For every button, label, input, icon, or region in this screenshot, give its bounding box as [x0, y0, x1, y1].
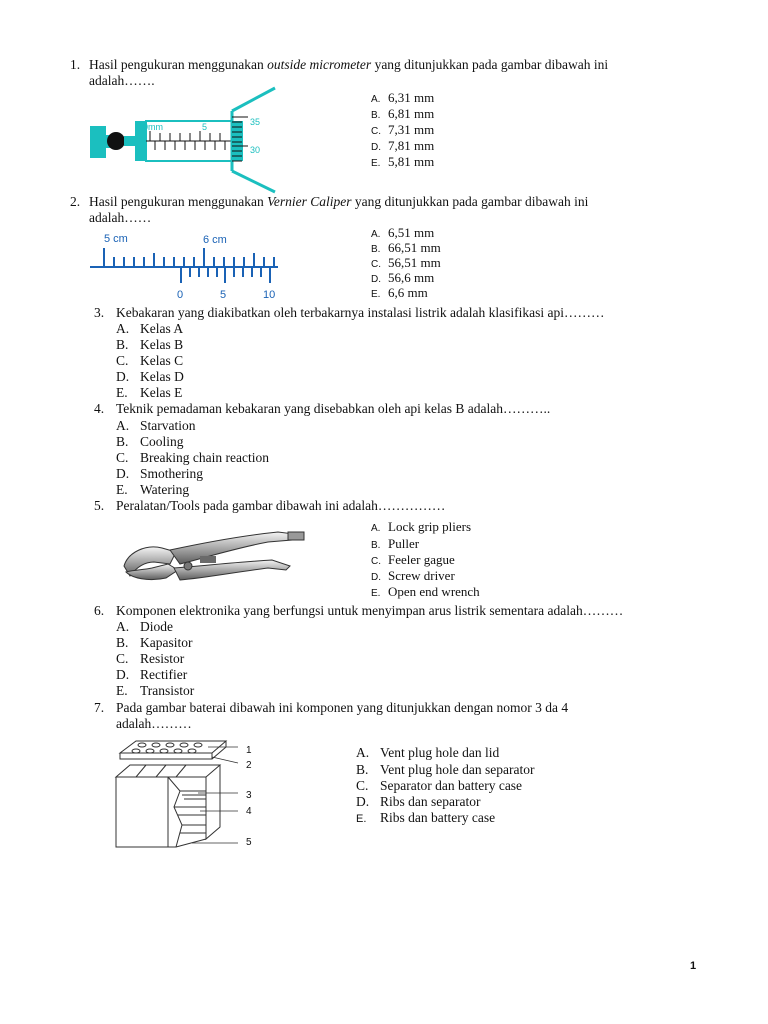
thimble-label-35: 35 — [250, 117, 261, 127]
option-d[interactable]: D. Screw driver — [371, 568, 455, 583]
option-e[interactable]: E. 6,6 mm — [371, 285, 428, 300]
option-e[interactable]: E. Watering — [116, 482, 190, 497]
option-c[interactable]: C. 7,31 mm — [371, 122, 435, 137]
option-e[interactable]: E. Transistor — [116, 683, 195, 698]
option-c[interactable]: C. Breaking chain reaction — [116, 450, 269, 465]
option-e[interactable]: E. Open end wrench — [371, 584, 480, 599]
option-e[interactable]: E. Kelas E — [116, 385, 183, 400]
page-number: 1 — [690, 960, 697, 972]
question-number: 1. — [70, 57, 81, 72]
question-number: 4. — [94, 401, 105, 416]
option-e[interactable]: E. 5,81 mm — [371, 154, 435, 169]
battery-figure — [108, 735, 268, 855]
battery-label-2: 2 — [246, 760, 252, 771]
option-c[interactable]: C. Feeler gague — [371, 552, 455, 567]
question-text-line2: adalah…… — [89, 210, 152, 225]
question-number: 6. — [94, 603, 105, 618]
option-b[interactable]: B. 6,81 mm — [371, 106, 435, 121]
option-c[interactable]: C. Kelas C — [116, 353, 184, 368]
sleeve-label-5: 5 — [202, 122, 208, 132]
option-d[interactable]: D. 56,6 mm — [371, 270, 435, 285]
question-text: Kebakaran yang diakibatkan oleh terbakarnya instalasi listrik adalah klasifikasi api……… — [116, 305, 605, 320]
option-a[interactable]: A. 6,51 mm — [371, 225, 435, 240]
question-text: Hasil pengukuran menggunakan Vernier Caliper yang ditunjukkan pada gambar dibawah ini — [89, 194, 589, 209]
main-scale-ticks — [104, 248, 274, 267]
battery-label-1: 1 — [246, 745, 252, 756]
option-a[interactable]: A. 6,31 mm — [371, 90, 435, 105]
option-a[interactable]: A. Diode — [116, 619, 173, 634]
option-b[interactable]: B. Puller — [371, 536, 420, 551]
question-number: 2. — [70, 194, 81, 209]
micrometer-figure — [90, 84, 290, 196]
option-d[interactable]: D. Smothering — [116, 466, 203, 481]
question-text: Peralatan/Tools pada gambar dibawah ini adalah…………… — [116, 498, 446, 513]
micrometer-anvil — [90, 126, 106, 158]
question-number: 5. — [94, 498, 105, 513]
question-text: Hasil pengukuran menggunakan outside micrometer yang ditunjukkan pada gambar dibawah ini — [89, 57, 609, 72]
question-number: 3. — [94, 305, 105, 320]
sleeve-label-0: 0mm — [143, 122, 163, 132]
thimble-label-30: 30 — [250, 145, 261, 155]
option-d[interactable]: D. Ribs dan separator — [356, 794, 481, 809]
micrometer-spindle — [107, 132, 125, 150]
vernier-label-10: 10 — [263, 289, 276, 301]
option-a[interactable]: A. Starvation — [116, 418, 196, 433]
lock-grip-pliers-image — [118, 522, 308, 594]
main-scale-label-5cm: 5 cm — [104, 233, 128, 245]
option-b[interactable]: B. Cooling — [116, 434, 184, 449]
battery-label-4: 4 — [246, 806, 252, 817]
vernier-scale-ticks — [181, 267, 270, 283]
vernier-label-5: 5 — [220, 289, 227, 301]
option-b[interactable]: B. Vent plug hole dan separator — [356, 762, 535, 777]
option-d[interactable]: D. 7,81 mm — [371, 138, 435, 153]
question-text-line2: adalah……… — [116, 716, 192, 731]
question-number: 7. — [94, 700, 105, 715]
option-a[interactable]: A. Vent plug hole dan lid — [356, 745, 500, 760]
main-scale-label-6cm: 6 cm — [203, 234, 227, 246]
option-b[interactable]: B. Kelas B — [116, 337, 184, 352]
question-text: Pada gambar baterai dibawah ini komponen yang ditunjukkan dengan nomor 3 da 4 — [116, 700, 569, 715]
option-d[interactable]: D. Kelas D — [116, 369, 184, 384]
vernier-label-0: 0 — [177, 289, 184, 301]
option-e[interactable]: E. Ribs dan battery case — [356, 810, 496, 825]
option-b[interactable]: B. Kapasitor — [116, 635, 193, 650]
option-a[interactable]: A. Kelas A — [116, 321, 184, 336]
question-text-line2: adalah……. — [89, 73, 155, 88]
question-text: Teknik pemadaman kebakaran yang disebabkan oleh api kelas B adalah……….. — [116, 401, 551, 416]
vernier-caliper-figure — [88, 228, 288, 302]
battery-label-3: 3 — [246, 790, 252, 801]
option-c[interactable]: C. Separator dan battery case — [356, 778, 523, 793]
option-c[interactable]: C. 56,51 mm — [371, 255, 441, 270]
option-a[interactable]: A. Lock grip pliers — [371, 519, 472, 534]
option-b[interactable]: B. 66,51 mm — [371, 240, 441, 255]
option-c[interactable]: C. Resistor — [116, 651, 185, 666]
battery-label-5: 5 — [246, 837, 252, 848]
question-text: Komponen elektronika yang berfungsi untuk menyimpan arus listrik sementara adalah……… — [116, 603, 624, 618]
option-d[interactable]: D. Rectifier — [116, 667, 188, 682]
